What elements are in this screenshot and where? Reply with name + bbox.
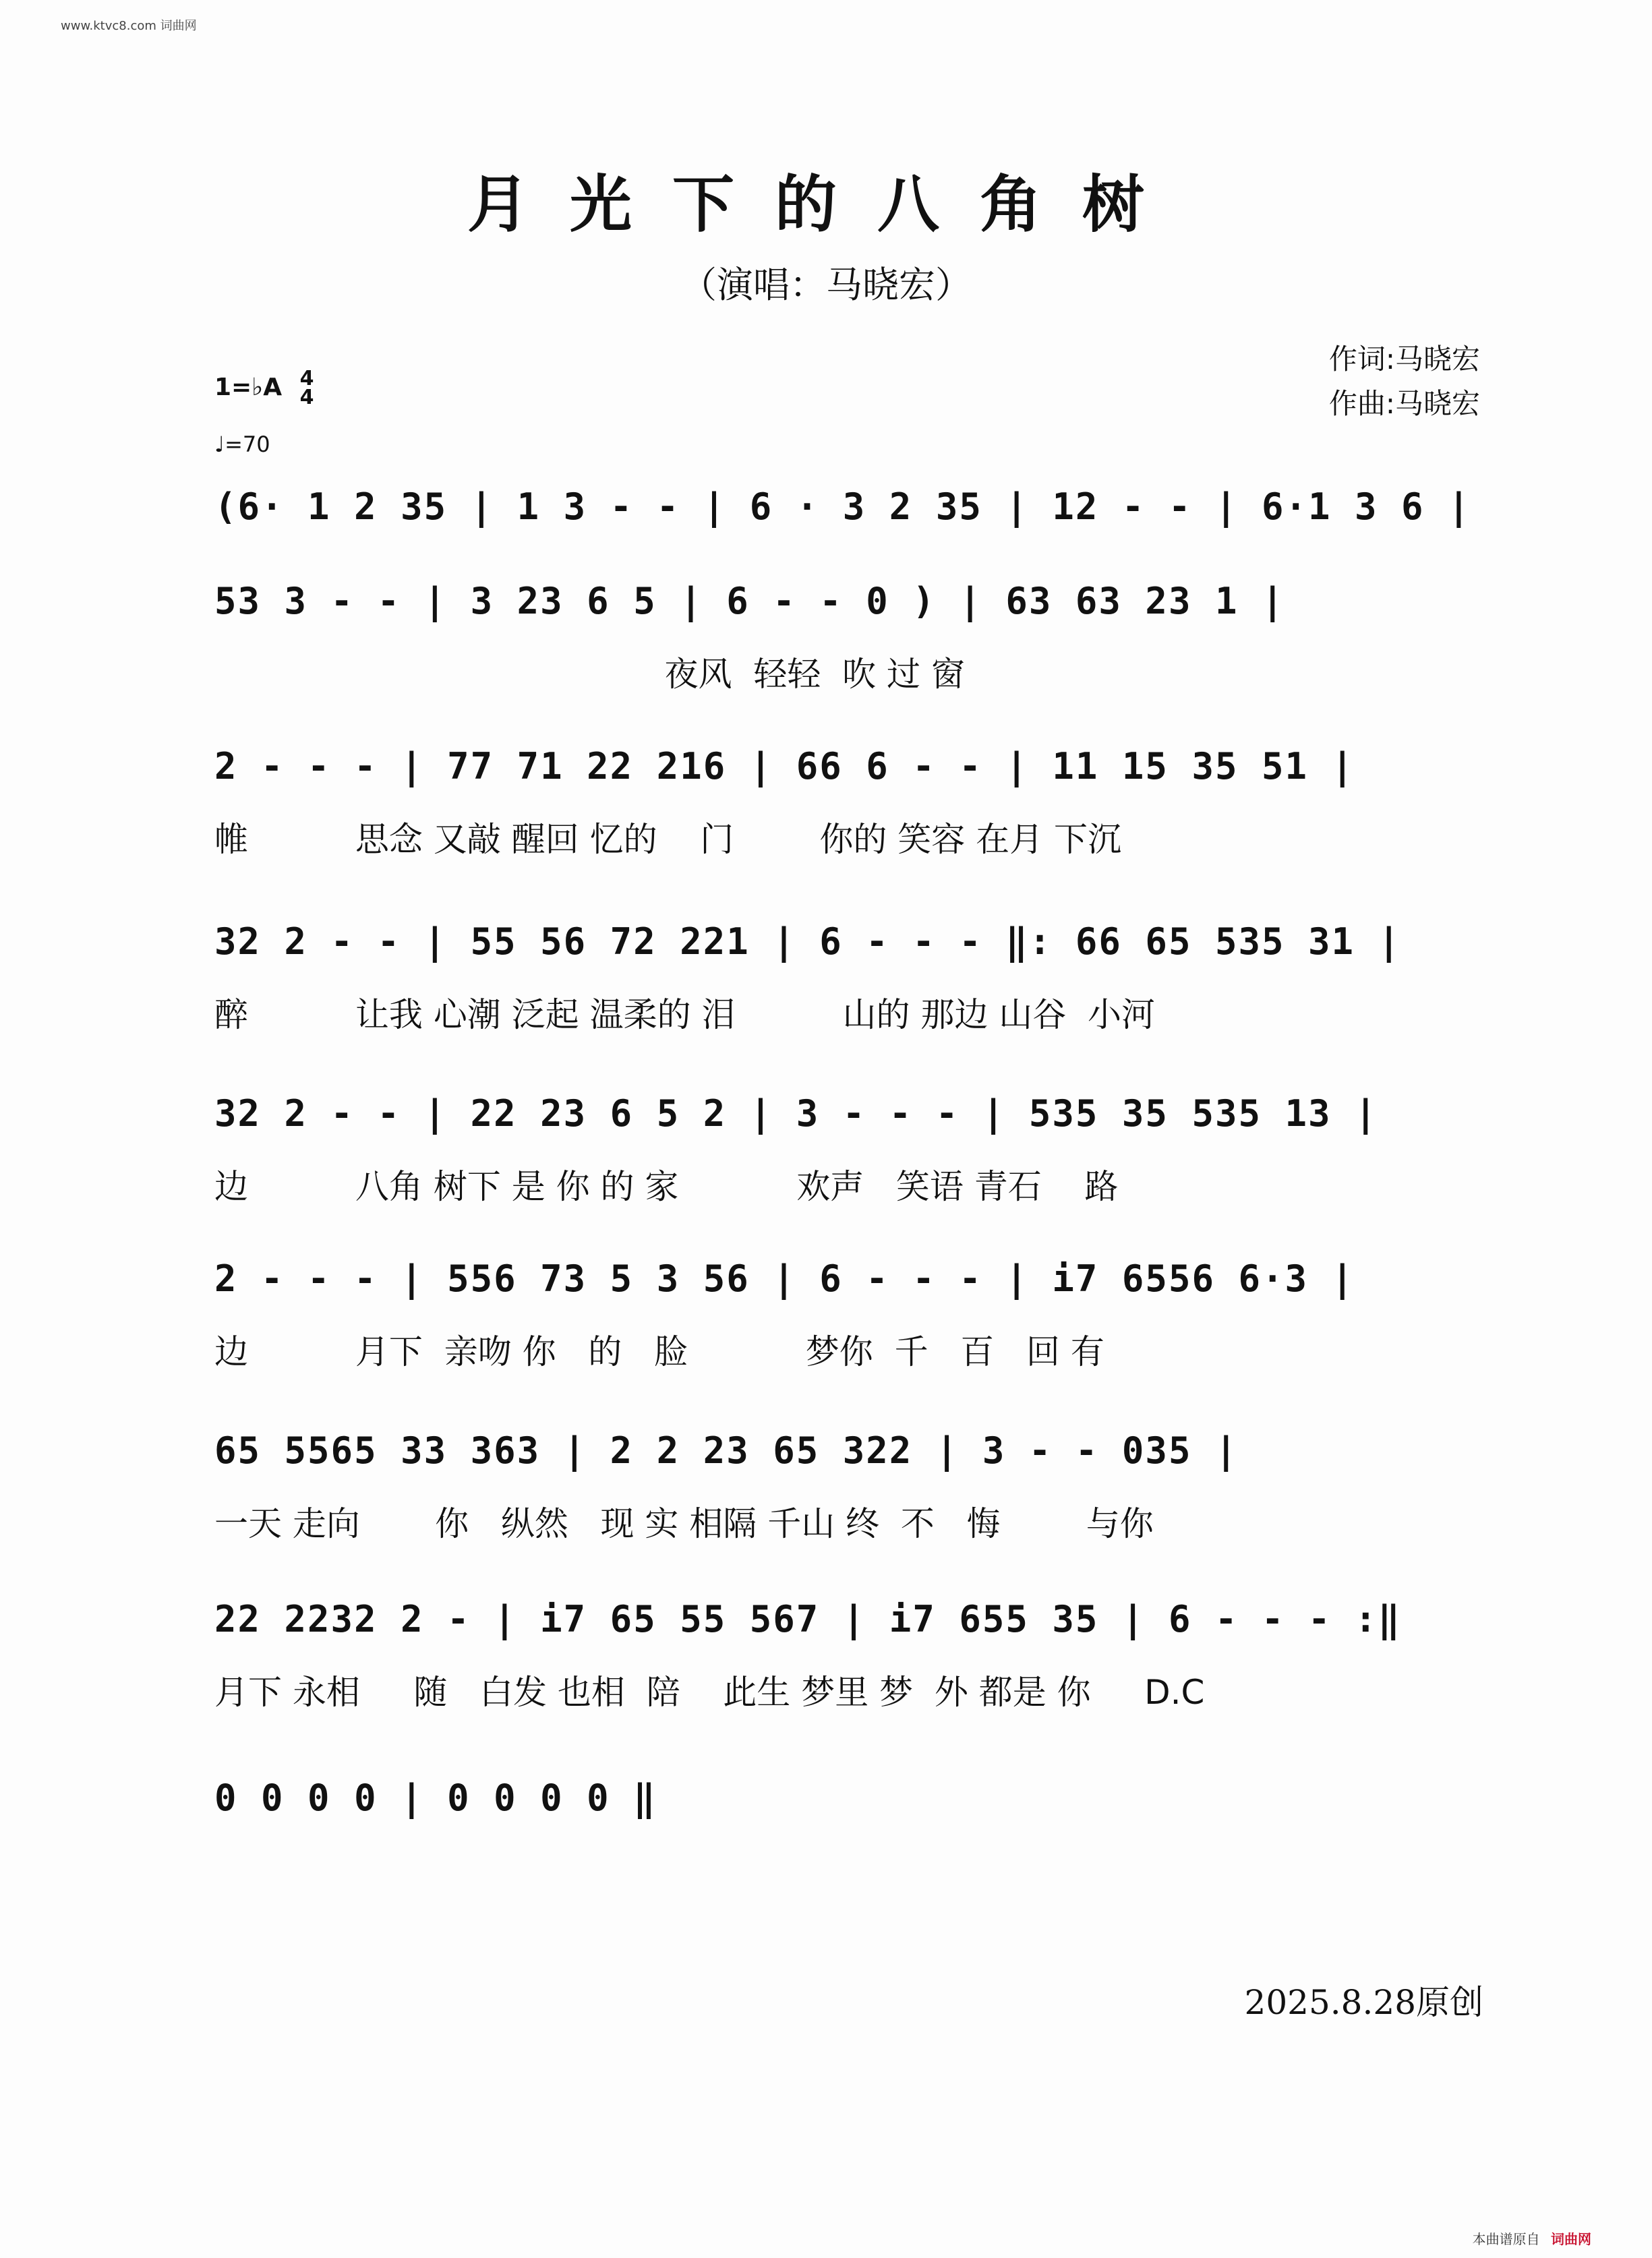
time-signature-bottom: 4 <box>299 386 314 409</box>
notes-line: (6· 1 2 35 | 1 3 - - | 6 · 3 2 35 | 12 - - | 6·1 3 6 | <box>214 485 1471 528</box>
lyrics-line: 帷 思念 又敲 醒回 忆的 门 你的 笑容 在月 下沉 <box>214 820 1122 859</box>
song-title: 月光下的八角树 <box>467 168 1185 241</box>
lyrics-line: 边 月下 亲吻 你 的 脸 梦你 千 百 回 有 <box>214 1332 1104 1371</box>
notes-line: 32 2 - - | 55 56 72 221 | 6 - - - ‖: 66 65 535 31 | <box>214 920 1402 963</box>
score-system-8 <box>214 1598 1482 1753</box>
score-system-9 <box>214 1777 1482 1932</box>
lyrics-line: 边 八角 树下 是 你 的 家 欢声 笑语 青石 路 <box>214 1167 1119 1206</box>
footer-source <box>1473 2228 1591 2248</box>
notes-line: 65 5565 33 363 | 2 2 23 65 322 | 3 - - 035 | <box>214 1429 1239 1472</box>
key-label: 1=♭A <box>214 374 283 401</box>
score-system-4 <box>214 920 1482 1075</box>
score-system-5 <box>214 1092 1482 1247</box>
notes-line: 22 2232 2 - | i7 65 55 567 | i7 655 35 | 6 - - - :‖ <box>214 1598 1402 1640</box>
notes-line: 53 3 - - | 3 23 6 5 | 6 - - 0 ) | 63 63 23 1 | <box>214 580 1285 622</box>
site-watermark-top: www.ktvc8.com 词曲网 <box>61 19 197 33</box>
lyricist-credit: 作词:马晓宏 <box>1328 343 1480 376</box>
credits <box>1329 337 1480 426</box>
notes-line: 0 0 0 0 | 0 0 0 0 ‖ <box>214 1777 657 1819</box>
lyrics-line: 夜风 轻轻 吹 过 窗 <box>214 655 965 694</box>
footer-source-text: 本曲谱原自 <box>1472 2231 1540 2247</box>
footer-site-name: 词曲网 <box>1551 2231 1591 2247</box>
notes-line: 32 2 - - | 22 23 6 5 2 | 3 - - - | 535 35 535 13 | <box>214 1092 1378 1135</box>
time-signature <box>300 369 314 407</box>
composer-credit: 作曲:马晓宏 <box>1328 387 1480 420</box>
notes-line: 2 - - - | 556 73 5 3 56 | 6 - - - | i7 6556 6·3 | <box>214 1257 1355 1300</box>
score-system-3 <box>214 745 1482 900</box>
lyrics-line: 醉 让我 心潮 泛起 温柔的 泪 山的 那边 山谷 小河 <box>214 995 1156 1034</box>
lyrics-line: 月下 永相 随 白发 也相 陪 此生 梦里 梦 外 都是 你 D.C <box>214 1673 1205 1712</box>
original-date: 2025.8.28原创 <box>1244 1983 1483 2022</box>
notes-line: 2 - - - | 77 71 22 216 | 66 6 - - | 11 15 35 51 | <box>214 745 1355 788</box>
time-signature-top: 4 <box>299 367 314 390</box>
singer-line: （演唱：马晓宏） <box>680 264 972 306</box>
lyrics-line: 一天 走向 你 纵然 现 实 相隔 千山 终 不 悔 与你 <box>214 1504 1154 1543</box>
score-system-7 <box>214 1429 1482 1584</box>
tempo-marking: ♩=70 <box>214 432 270 457</box>
score-system-6 <box>214 1257 1482 1413</box>
key-signature <box>214 369 314 407</box>
score-system-2 <box>214 580 1482 735</box>
